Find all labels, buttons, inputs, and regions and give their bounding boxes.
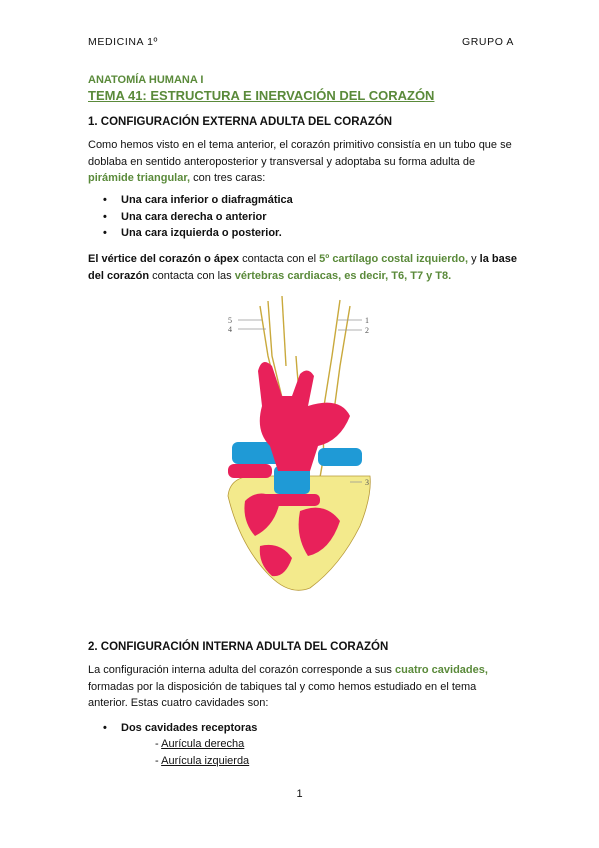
- para2-text-a: contacta con el: [239, 253, 320, 265]
- subitem-label: Aurícula izquierda: [161, 755, 250, 767]
- subitem-right-atrium: - Aurícula derecha: [155, 738, 245, 750]
- list-item-label: Una cara izquierda o posterior.: [121, 227, 282, 239]
- para1-text-a: Como hemos visto en el tema anterior, el corazón primitivo consistía en un tubo que se doblaba en sentido anteroposterior y transversal y adoptaba su forma adulta de: [88, 139, 512, 168]
- bullet-icon: •: [103, 227, 107, 239]
- figure-label-1: 1: [365, 316, 369, 325]
- para2-text-c: contacta con las: [149, 269, 235, 282]
- para2-highlight-2: vértebras cardiacas, es decir, T6, T7 y T8.: [234, 269, 452, 282]
- para2-highlight-1: 5º cartílago costal izquierdo,: [319, 253, 469, 265]
- subject-title: ANATOMÍA HUMANA I: [88, 74, 204, 86]
- section1-paragraph2: [88, 251, 518, 284]
- figure-label-4: 4: [228, 325, 232, 334]
- figure-label-2: 2: [365, 326, 369, 335]
- para2-text-b: y: [468, 253, 480, 265]
- heart-illustration: [200, 296, 400, 608]
- list-item-label: Dos cavidades receptoras: [121, 722, 258, 734]
- figure-label-5: 5: [228, 316, 232, 325]
- para2-bold-apex: El vértice del corazón o ápex: [88, 253, 240, 265]
- list-item: [88, 192, 293, 209]
- section2-text-b: formadas por la disposición de tabiques tal y como hemos estudiado en el tema anterior. Estas cuatro cavidades son:: [88, 680, 477, 709]
- page-number: 1: [296, 788, 303, 800]
- section1-paragraph1: [88, 137, 518, 187]
- section1-heading: 1. CONFIGURACIÓN EXTERNA ADULTA DEL CORAZÓN: [88, 116, 393, 128]
- list-item-label: Una cara derecha o anterior: [121, 210, 267, 223]
- list-item: [88, 209, 293, 226]
- bullet-icon: •: [103, 210, 107, 223]
- section2-highlight: cuatro cavidades,: [394, 664, 488, 676]
- para2-bold-base: la base del corazón: [88, 253, 517, 282]
- section2-paragraph: [88, 662, 518, 712]
- para1-text-b: con tres caras:: [190, 172, 266, 184]
- bullet-icon: •: [103, 194, 107, 206]
- para1-highlight: pirámide triangular,: [88, 172, 191, 184]
- figure-label-3: 3: [365, 478, 369, 487]
- subitem-label: Aurícula derecha: [161, 738, 245, 750]
- bullet-icon: •: [103, 722, 107, 734]
- list-item-label: Una cara inferior o diafragmática: [121, 194, 293, 206]
- header-left: MEDICINA 1º: [88, 36, 158, 48]
- faces-list: [88, 192, 293, 242]
- header-right: GRUPO A: [461, 36, 514, 48]
- cavities-list: [88, 720, 257, 737]
- document-title: TEMA 41: ESTRUCTURA E INERVACIÓN DEL CORAZÓN: [88, 88, 435, 103]
- section2-heading: 2. CONFIGURACIÓN INTERNA ADULTA DEL CORAZÓN: [88, 641, 389, 653]
- section2-text-a: La configuración interna adulta del corazón corresponde a sus: [88, 664, 395, 676]
- list-item: [88, 720, 257, 737]
- list-item: [88, 225, 293, 242]
- subitem-left-atrium: - Aurícula izquierda: [155, 755, 250, 767]
